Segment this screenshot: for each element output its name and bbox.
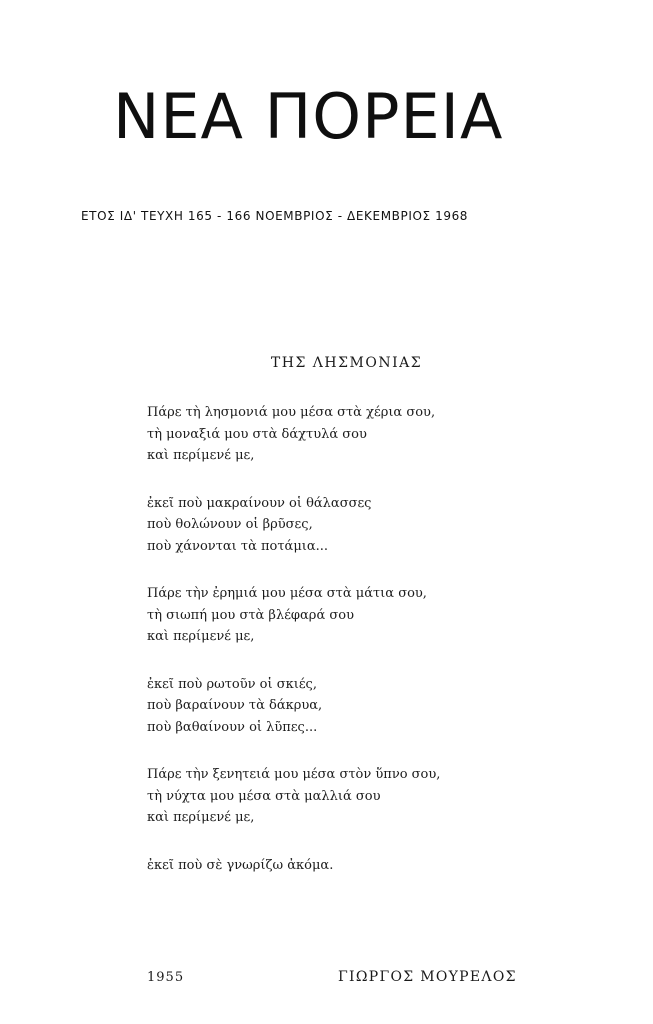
poem-line: ποὺ χάνονται τὰ ποτάμια... <box>147 538 329 554</box>
stanza-4 <box>147 674 440 739</box>
poem-line: Πάρε τὴ λησμονιά μου μέσα στὰ χέρια σου, <box>147 405 436 420</box>
poem-title: ΤΗΣ ΛΗΣΜΟΝΙΑΣ <box>270 355 423 371</box>
journal-title: ΝΕΑ ΠΟΡΕΙΑ <box>113 80 504 153</box>
poem-author: ΓΙΩΡΓΟΣ ΜΟΥΡΕΛΟΣ <box>338 969 517 985</box>
poem-final-line: ἐκεῖ ποὺ σὲ γνωρίζω ἀκόμα. <box>147 857 334 873</box>
stanza-1 <box>147 402 440 467</box>
poem-line: τὴ μοναξιά μου στὰ δάχτυλά σου <box>147 426 367 442</box>
poem-line: καὶ περίμενέ με, <box>147 629 255 644</box>
poem-line: ποὺ θολώνουν οἱ βρῦσες, <box>147 517 313 532</box>
poem-line: καὶ περίμενέ με, <box>147 810 255 825</box>
issue-line: ΕΤΟΣ ΙΔ' ΤΕΥΧΗ 165 - 166 ΝΟΕΜΒΡΙΟΣ - ΔΕΚΕΜΒΡΙΟΣ 1968 <box>81 209 469 223</box>
poem-line: ἐκεῖ ποὺ μακραίνουν οἱ θάλασσες <box>147 495 372 511</box>
stanza-3 <box>147 583 440 648</box>
poem-line: ποὺ βαθαίνουν οἱ λῦπες... <box>147 719 318 735</box>
poem-year: 1955 <box>147 970 185 985</box>
poem-line: Πάρε τὴν ξενητειά μου μέσα στὸν ὕπνο σου, <box>147 767 441 782</box>
poem-line: ποὺ βαραίνουν τὰ δάκρυα, <box>147 698 323 713</box>
poem-line: τὴ νύχτα μου μέσα στὰ μαλλιά σου <box>147 788 381 804</box>
poem-line: τὴ σιωπή μου στὰ βλέφαρά σου <box>147 607 354 623</box>
poem-line: Πάρε τὴν ἐρημιά μου μέσα στὰ μάτια σου, <box>147 586 427 601</box>
poem-body <box>147 402 440 876</box>
poem-line: ἐκεῖ ποὺ ρωτοῦν οἱ σκιές, <box>147 676 317 692</box>
poem-line: καὶ περίμενέ με, <box>147 448 255 463</box>
stanza-2 <box>147 493 440 558</box>
stanza-5 <box>147 764 440 829</box>
